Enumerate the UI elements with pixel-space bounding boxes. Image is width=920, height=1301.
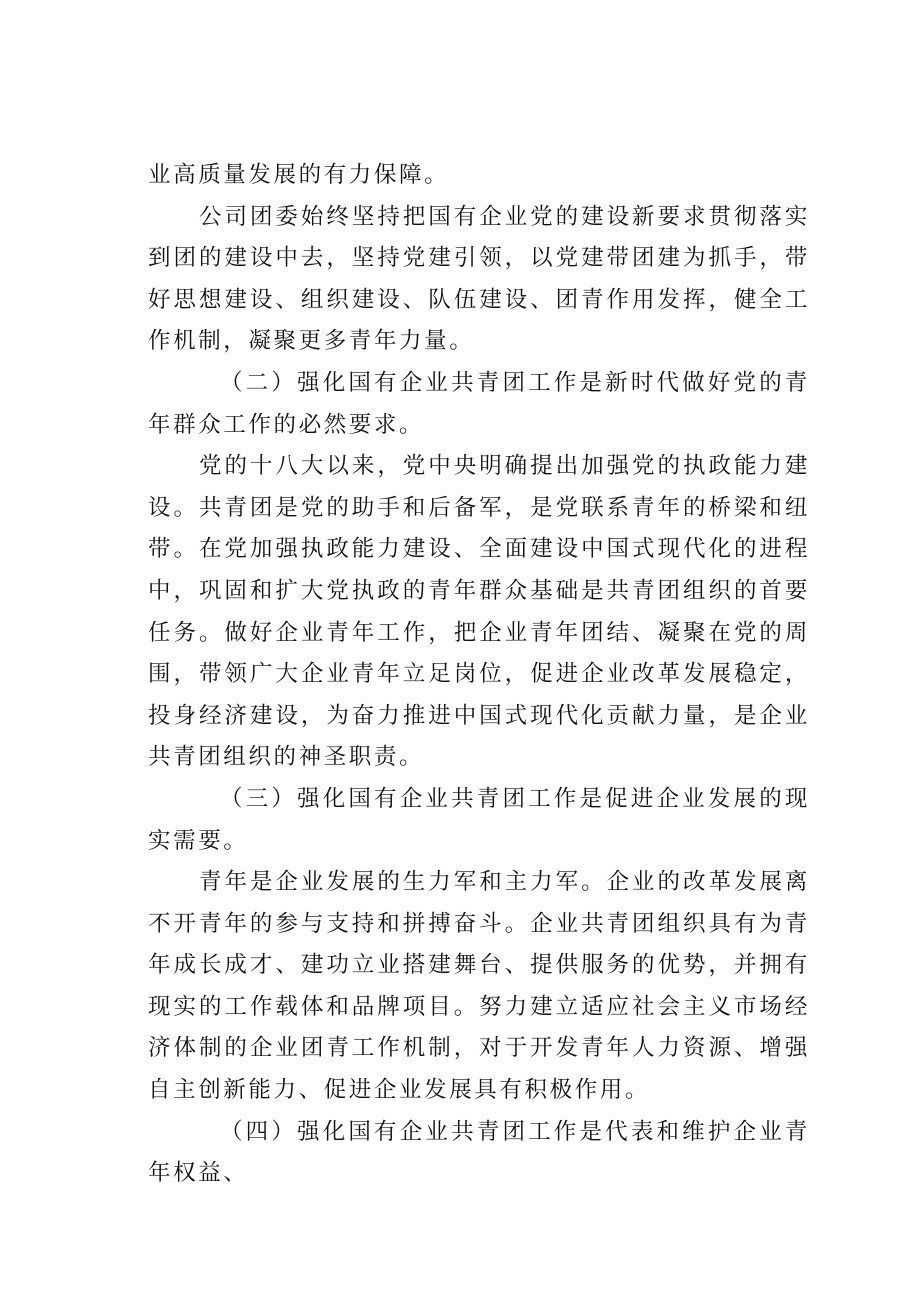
paragraph-party-building: 公司团委始终坚持把国有企业党的建设新要求贯彻落实到团的建设中去，坚持党建引领，以党建带团建为抓手，带好思想建设、组织建设、队伍建设、团青作用发挥，健全工作机制，凝聚更多青年力量。 [148,203,810,355]
paragraph-continuation: 业高质量发展的有力保障。 [148,162,450,188]
paragraph-enterprise-development: 青年是企业发展的生力军和主力军。企业的改革发展离不开青年的参与支持和拼搏奋斗。企业共青团组织具有为青年成长成才、建功立业搭建舞台、提供服务的优势，并拥有现实的工作载体和品牌项目。努力建立适应社会主义市场经济体制的企业团青工作机制，对于开发青年人力资源、增强自主创新能力、促进企业发展具有积极作用。 [148,869,810,1104]
section-heading-2: （二）强化国有企业共青团工作是新时代做好党的青年群众工作的必然要求。 [148,369,810,438]
paragraph-youth-work: 党的十八大以来，党中央明确提出加强党的执政能力建设。共青团是党的助手和后备军，是党联系青年的桥梁和纽带。在党加强执政能力建设、全面建设中国式现代化的进程中，巩固和扩大党执政的青年群众基础是共青团组织的首要任务。做好企业青年工作，把企业青年团结、凝聚在党的周围，带领广大企业青年立足岗位，促进企业改革发展稳定，投身经济建设，为奋力推进中国式现代化贡献力量，是企业共青团组织的神圣职责。 [148,453,810,771]
document-body [148,155,810,1195]
section-heading-3: （三）强化国有企业共青团工作是促进企业发展的现实需要。 [148,785,810,854]
section-heading-4: （四）强化国有企业共青团工作是代表和维护企业青年权益、 [148,1118,810,1187]
